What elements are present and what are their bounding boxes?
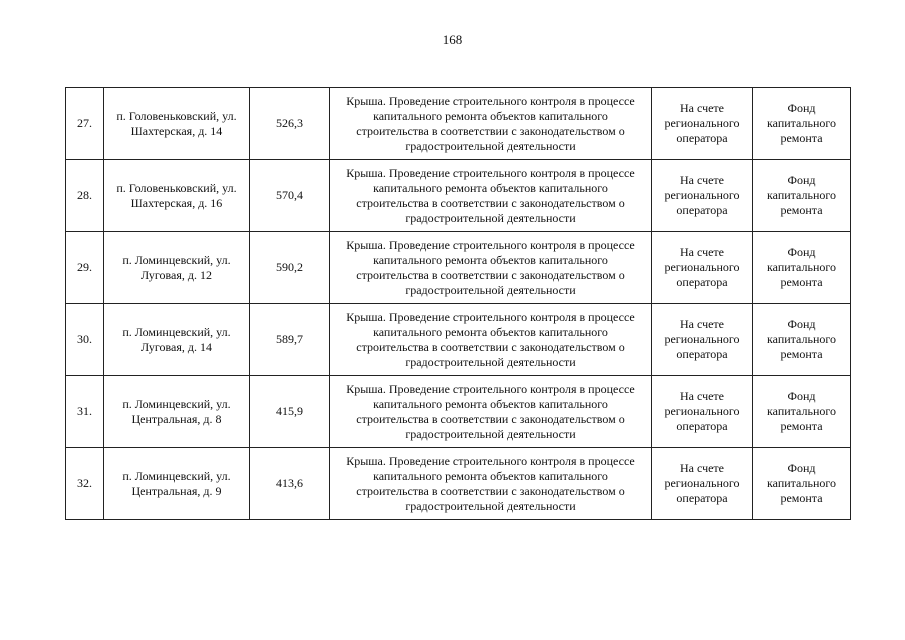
account-line: регионального xyxy=(664,116,740,130)
account-cell xyxy=(652,88,753,160)
fund-line: ремонта xyxy=(780,275,823,289)
repair-table xyxy=(65,87,851,520)
account-line: регионального xyxy=(664,332,740,346)
address-cell xyxy=(104,304,250,376)
area-value: 589,7 xyxy=(276,332,303,346)
account-line: оператора xyxy=(676,131,728,145)
work-description-line: строительства в соответствии с законодательством о xyxy=(356,195,625,210)
area-value: 413,6 xyxy=(276,476,303,490)
fund-line: ремонта xyxy=(780,131,823,145)
area-value: 590,2 xyxy=(276,260,303,274)
work-description-line: Крыша. Проведение строительного контроля в процессе xyxy=(346,237,635,252)
work-description-cell xyxy=(330,304,652,376)
address-line: Шахтерская, д. 14 xyxy=(130,123,223,138)
address-line: Луговая, д. 14 xyxy=(141,339,212,354)
row-number-cell xyxy=(66,304,104,376)
row-number: 29. xyxy=(77,260,92,274)
account-line: регионального xyxy=(664,476,740,490)
address-line: п. Головеньковский, ул. xyxy=(116,108,237,123)
row-number: 32. xyxy=(77,476,92,490)
area-cell xyxy=(250,160,330,232)
work-description-line: капитального ремонта объектов капитального xyxy=(373,324,608,339)
address-line: п. Ломинцевский, ул. xyxy=(122,252,231,267)
table-row xyxy=(66,160,851,232)
fund-line: ремонта xyxy=(780,347,823,361)
work-description-line: Крыша. Проведение строительного контроля в процессе xyxy=(346,165,635,180)
fund-line: капитального xyxy=(767,116,836,130)
fund-line: Фонд xyxy=(787,101,816,115)
work-description-line: строительства в соответствии с законодательством о xyxy=(356,411,625,426)
account-cell xyxy=(652,304,753,376)
row-number: 27. xyxy=(77,116,92,130)
fund-line: Фонд xyxy=(787,389,816,403)
address-cell xyxy=(104,232,250,304)
fund-cell xyxy=(753,88,851,160)
account-line: оператора xyxy=(676,203,728,217)
row-number-cell xyxy=(66,376,104,448)
work-description-line: градостроительной деятельности xyxy=(405,282,576,297)
work-description-line: градостроительной деятельности xyxy=(405,426,576,441)
fund-line: ремонта xyxy=(780,203,823,217)
address-line: п. Ломинцевский, ул. xyxy=(122,468,231,483)
area-cell xyxy=(250,376,330,448)
account-line: регионального xyxy=(664,188,740,202)
account-cell xyxy=(652,376,753,448)
table-row xyxy=(66,304,851,376)
table-row xyxy=(66,232,851,304)
area-cell xyxy=(250,88,330,160)
account-line: регионального xyxy=(664,404,740,418)
fund-line: капитального xyxy=(767,332,836,346)
work-description-cell xyxy=(330,88,652,160)
work-description-line: капитального ремонта объектов капитального xyxy=(373,252,608,267)
address-cell xyxy=(104,376,250,448)
area-value: 570,4 xyxy=(276,188,303,202)
account-line: оператора xyxy=(676,347,728,361)
account-line: На счете xyxy=(679,245,724,259)
row-number: 31. xyxy=(77,404,92,418)
work-description-line: строительства в соответствии с законодательством о xyxy=(356,483,625,498)
fund-line: Фонд xyxy=(787,173,816,187)
fund-cell xyxy=(753,160,851,232)
account-cell xyxy=(652,232,753,304)
row-number: 28. xyxy=(77,188,92,202)
fund-line: Фонд xyxy=(787,245,816,259)
address-line: Луговая, д. 12 xyxy=(141,267,212,282)
area-cell xyxy=(250,232,330,304)
work-description-cell xyxy=(330,232,652,304)
account-line: На счете xyxy=(679,389,724,403)
table-row xyxy=(66,448,851,520)
row-number-cell xyxy=(66,160,104,232)
row-number-cell xyxy=(66,88,104,160)
account-cell xyxy=(652,160,753,232)
address-line: Шахтерская, д. 16 xyxy=(130,195,223,210)
fund-line: капитального xyxy=(767,404,836,418)
row-number-cell xyxy=(66,232,104,304)
account-cell xyxy=(652,448,753,520)
page-number: 168 xyxy=(442,32,463,47)
area-cell xyxy=(250,304,330,376)
fund-line: Фонд xyxy=(787,461,816,475)
work-description-line: капитального ремонта объектов капитального xyxy=(373,108,608,123)
address-cell xyxy=(104,88,250,160)
work-description-line: капитального ремонта объектов капитального xyxy=(373,468,608,483)
fund-cell xyxy=(753,376,851,448)
work-description-line: строительства в соответствии с законодательством о xyxy=(356,267,625,282)
row-number: 30. xyxy=(77,332,92,346)
work-description-line: строительства в соответствии с законодательством о xyxy=(356,339,625,354)
work-description-line: градостроительной деятельности xyxy=(405,138,576,153)
account-line: На счете xyxy=(679,173,724,187)
work-description-line: Крыша. Проведение строительного контроля в процессе xyxy=(346,309,635,324)
table-row xyxy=(66,88,851,160)
fund-cell xyxy=(753,232,851,304)
work-description-cell xyxy=(330,448,652,520)
fund-line: Фонд xyxy=(787,317,816,331)
row-number-cell xyxy=(66,448,104,520)
account-line: На счете xyxy=(679,461,724,475)
area-value: 526,3 xyxy=(276,116,303,130)
address-line: п. Головеньковский, ул. xyxy=(116,180,237,195)
address-line: п. Ломинцевский, ул. xyxy=(122,324,231,339)
fund-cell xyxy=(753,304,851,376)
account-line: оператора xyxy=(676,419,728,433)
address-line: Центральная, д. 9 xyxy=(131,483,222,498)
table-body xyxy=(66,88,851,520)
work-description-cell xyxy=(330,376,652,448)
address-line: п. Ломинцевский, ул. xyxy=(122,396,231,411)
fund-line: ремонта xyxy=(780,491,823,505)
work-description-line: строительства в соответствии с законодательством о xyxy=(356,123,625,138)
table-row xyxy=(66,376,851,448)
account-line: оператора xyxy=(676,275,728,289)
fund-line: капитального xyxy=(767,188,836,202)
work-description-line: Крыша. Проведение строительного контроля в процессе xyxy=(346,453,635,468)
area-value: 415,9 xyxy=(276,404,303,418)
work-description-line: градостроительной деятельности xyxy=(405,498,576,513)
fund-cell xyxy=(753,448,851,520)
work-description-line: Крыша. Проведение строительного контроля в процессе xyxy=(346,93,635,108)
fund-line: капитального xyxy=(767,476,836,490)
address-line: Центральная, д. 8 xyxy=(131,411,222,426)
work-description-line: градостроительной деятельности xyxy=(405,354,576,369)
account-line: оператора xyxy=(676,491,728,505)
fund-line: ремонта xyxy=(780,419,823,433)
work-description-cell xyxy=(330,160,652,232)
work-description-line: капитального ремонта объектов капитального xyxy=(373,180,608,195)
address-cell xyxy=(104,160,250,232)
work-description-line: Крыша. Проведение строительного контроля в процессе xyxy=(346,381,635,396)
fund-line: капитального xyxy=(767,260,836,274)
work-description-line: капитального ремонта объектов капитального xyxy=(373,396,608,411)
work-description-line: градостроительной деятельности xyxy=(405,210,576,225)
account-line: регионального xyxy=(664,260,740,274)
account-line: На счете xyxy=(679,317,724,331)
account-line: На счете xyxy=(679,101,724,115)
address-cell xyxy=(104,448,250,520)
area-cell xyxy=(250,448,330,520)
